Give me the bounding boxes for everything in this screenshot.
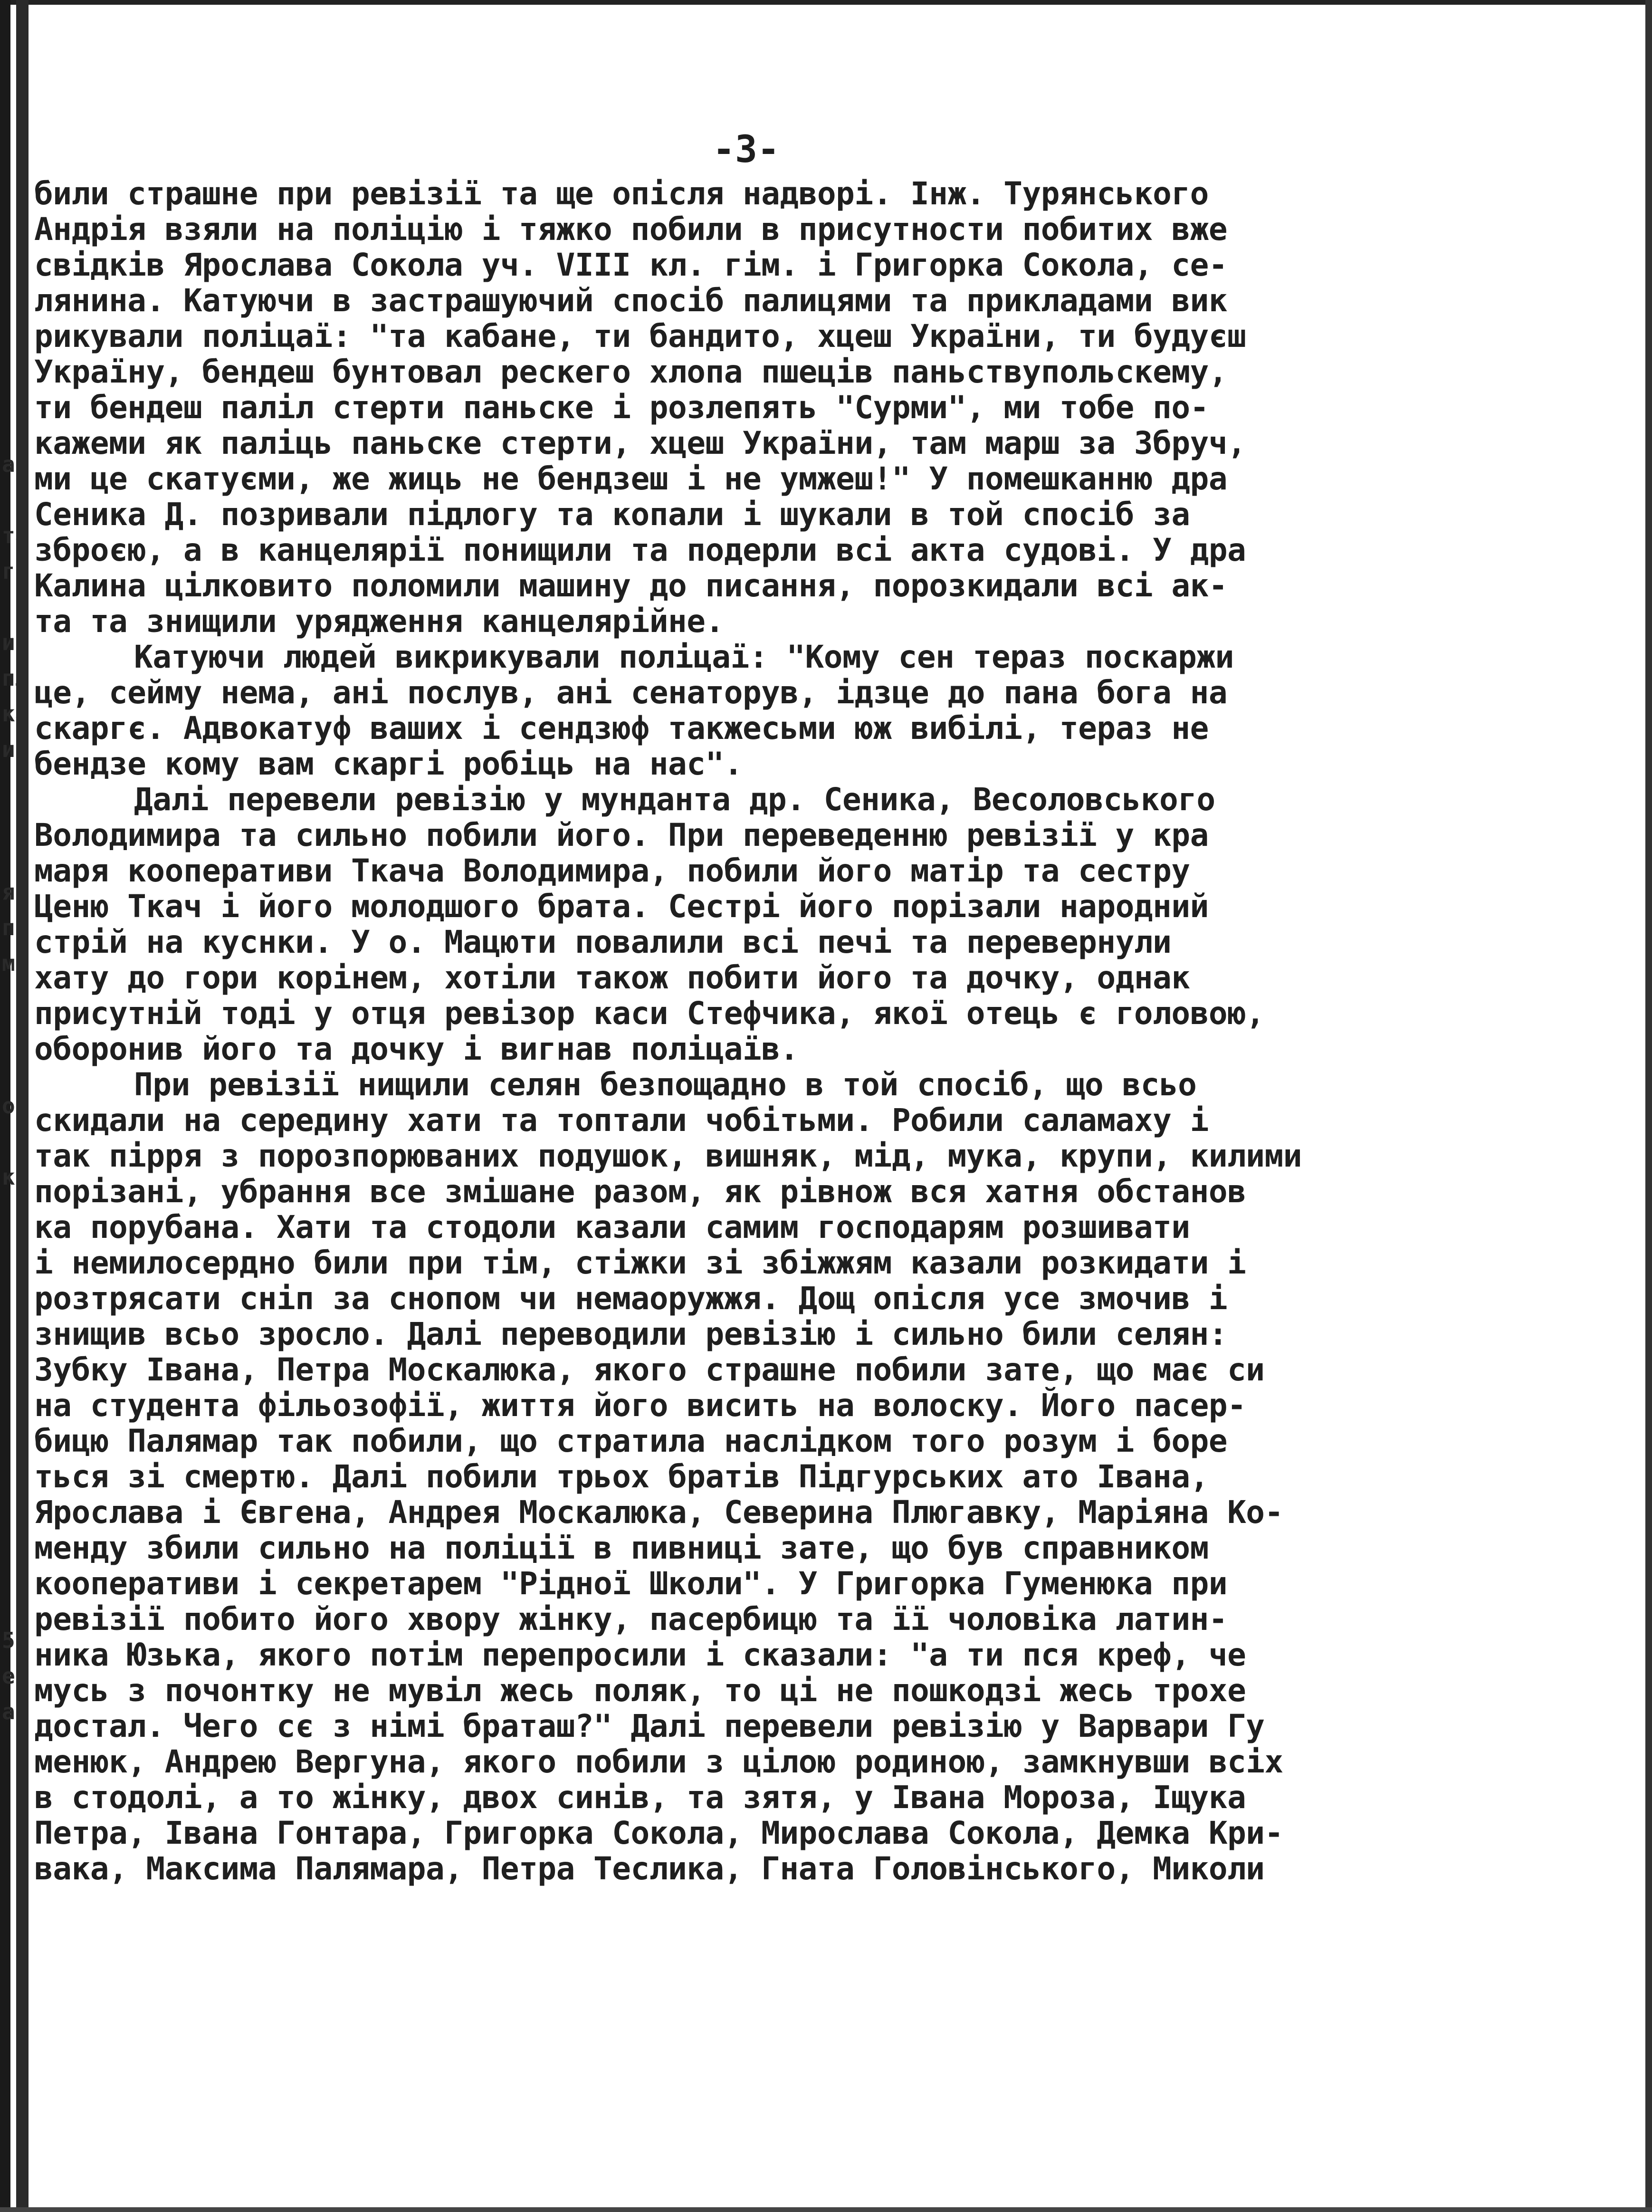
adjacent-page-fragments (2, 447, 29, 1944)
text-line: скидали на середину хати та топтали чобітьми. Робили саламаху і (34, 1102, 1209, 1139)
text-line: Володимира та сильно побили його. При переведенню ревізії у кра (34, 817, 1209, 853)
text-line: ти бендеш паліл стерти паньске і розлепять "Сурми", ми тобе по- (34, 389, 1209, 426)
text-line: ться зі смертю. Далі побили трьох братів Підгурських ато Івана, (34, 1458, 1209, 1495)
side-fragment (2, 803, 23, 839)
text-line: достал. Чего сє з німі браташ?" Далі перевели ревізію у Варвари Гу (34, 1708, 1265, 1744)
side-fragment (2, 482, 23, 518)
side-fragment: иє (2, 737, 29, 762)
page-number: -3- (713, 128, 780, 171)
side-fragment (2, 1017, 23, 1053)
text-line: Катуючи людей викрикували поліцаї: "Кому сен тераз поскаржи (134, 639, 1234, 675)
text-line: Петра, Івана Гонтара, Григорка Сокола, Мирослава Сокола, Демка Кри- (34, 1815, 1283, 1851)
text-line: Сеника Д. позривали підлогу та копали і шукали в той спосіб за (34, 496, 1190, 533)
side-fragment (2, 589, 23, 625)
text-line: рикували поліцаї: "та кабане, ти бандито, хцеш України, ти будуєш (34, 318, 1246, 354)
text-line: ревізії побито його хвору жінку, пасербицю та її чоловіка латин- (34, 1601, 1228, 1637)
text-line: Андрія взяли на поліцію і тяжко побили в присутности побитих вже (34, 211, 1228, 248)
text-line: знищив всьо зросло. Далі переводили ревізію і сильно били селян: (34, 1316, 1228, 1352)
text-line: Україну, бендеш бунтовал рескего хлопа пшеців паньствупольскему, (34, 354, 1228, 390)
text-line: кооперативи і секретарем "Рідної Школи". У Григорка Гуменюка при (34, 1565, 1228, 1602)
text-line: скаргє. Адвокатуф ваших і сендзюф такжесьми юж вибілі, тераз не (34, 710, 1209, 747)
text-line: ми це скатуєми, же жиць не бендзеш і не умжеш!" У помешканню дра (34, 460, 1228, 497)
side-fragment (2, 1587, 23, 1623)
side-fragment (2, 1837, 23, 1872)
side-fragment (2, 1516, 23, 1551)
text-line: свідків Ярослава Сокола уч. VIII кл. гім. і Григорка Сокола, се- (34, 247, 1228, 283)
side-fragment: та (2, 523, 29, 548)
text-line: менду збили сильно на поліції в пивниці зате, що був справником (34, 1530, 1209, 1566)
side-fragment (2, 1801, 23, 1837)
side-fragment (2, 1445, 23, 1480)
scan-top-edge (0, 0, 1652, 5)
text-line: ка порубана. Хати та стодоли казали самим господарям розшивати (34, 1209, 1190, 1245)
text-line: мусь з почонтку не мувіл жесь поляк, то ці не пошкодзі жесь трохе (34, 1672, 1246, 1709)
side-fragment: пл (2, 665, 29, 691)
text-line: це, сейму нема, ані послув, ані сенаторув, ідзце до пана бога на (34, 674, 1228, 711)
text-line: стрій на куснки. У о. Мацюти повалили всі печі та перевернули (34, 924, 1172, 960)
text-line: ника Юзька, якого потім перепросили і сказали: "а ти пся креф, че (34, 1637, 1246, 1673)
side-fragment: ар (2, 451, 29, 477)
side-fragment: ко (2, 1164, 29, 1190)
side-fragment (2, 1053, 23, 1088)
text-line: і немилосердно били при тім, стіжки зі збіжжям казали розкидати і (34, 1245, 1246, 1281)
text-line: порізані, убрання все змішане разом, як рівнож вся хатня обстанов (34, 1173, 1246, 1210)
side-fragment (2, 1302, 23, 1338)
text-line: присутній тоді у отця ревізор каси Стефчика, якої отець є головою, (34, 995, 1265, 1032)
text-line: так пірря з порозпорюваних подушок, вишняк, мід, мука, крупи, килими (34, 1138, 1302, 1174)
side-fragment (2, 1124, 23, 1159)
side-fragment: ка (2, 701, 29, 727)
side-fragment (2, 1373, 23, 1409)
scan-right-edge (1645, 0, 1652, 2212)
scan-bottom-edge (0, 2207, 1652, 2212)
text-line: на студента фільозофії, життя його висить на волоску. Його пасер- (34, 1387, 1246, 1424)
text-line: бендзе кому вам скаргі робіць на нас". (34, 746, 743, 782)
side-fragment: го (2, 558, 29, 584)
side-fragment: ий (2, 630, 29, 655)
side-fragment: м (2, 950, 15, 976)
side-fragment (2, 1872, 23, 1908)
text-line: хату до гори корінем, хотіли також побити його та дочку, однак (34, 959, 1190, 996)
side-fragment (2, 1231, 23, 1266)
text-line: та та знищили урядження канцелярійне. (34, 603, 724, 640)
text-line: Ценю Ткач і його молодшого брата. Сестрі його порізали народний (34, 888, 1209, 925)
text-line: маря кооперативи Ткача Володимира, побили його матір та сестру (34, 852, 1190, 889)
text-line: Ярослава і Євгена, Андрея Москалюка, Северина Плюгавку, Маріяна Ко- (34, 1494, 1283, 1531)
side-fragment (2, 1730, 23, 1765)
text-line: били страшне при ревізії та ще опісля надворі. Інж. Турянського (34, 175, 1209, 212)
text-line: Далі перевели ревізію у мунданта др. Сеника, Весоловського (134, 781, 1215, 818)
text-line: в стодолі, а то жінку, двох синів, та зятя, у Івана Мороза, Іщука (34, 1779, 1246, 1816)
side-fragment (2, 1551, 23, 1587)
text-line: зброєю, а в канцелярії понищили та подерли всі акта судові. У дра (34, 532, 1246, 568)
text-line: менюк, Андрею Вергуна, якого побили з цілою родиною, замкнувши всіх (34, 1743, 1283, 1780)
side-fragment (2, 839, 23, 874)
side-fragment (2, 1480, 23, 1516)
side-fragment: я (2, 879, 15, 905)
side-fragment: 5 (2, 1628, 15, 1653)
side-fragment (2, 981, 23, 1017)
side-fragment (2, 1765, 23, 1801)
text-line: розтрясати сніп за снопом чи немаоружжя. Дощ опісля усе змочив і (34, 1280, 1228, 1317)
side-fragment (2, 1908, 23, 1944)
side-fragment (2, 1409, 23, 1445)
side-fragment (2, 1266, 23, 1302)
side-fragment: а (2, 1699, 15, 1724)
side-fragment: о (2, 1093, 15, 1119)
text-line: бицю Палямар так побили, що стратила наслідком того розум і боре (34, 1423, 1228, 1459)
text-line: Зубку Івана, Петра Москалюка, якого страшне побили зате, що має си (34, 1351, 1265, 1388)
side-fragment (2, 767, 23, 803)
text-line: При ревізії нищили селян безпощадно в той спосіб, що всьо (134, 1066, 1197, 1103)
side-fragment (2, 1195, 23, 1231)
text-line: лянина. Катуючи в застрашуючий спосіб палицями та прикладами вик (34, 282, 1228, 319)
text-line: вака, Максима Палямара, Петра Теслика, Гната Головінського, Миколи (34, 1850, 1265, 1887)
side-fragment: е (2, 1663, 15, 1689)
typewritten-body (34, 176, 1602, 1886)
text-line: оборонив його та дочку і вигнав поліцаїв. (34, 1031, 799, 1067)
text-line: кажеми як паліць паньске стерти, хцеш України, там марш за Збруч, (34, 425, 1246, 461)
side-fragment (2, 1338, 23, 1373)
side-fragment: по (2, 915, 29, 940)
text-line: Калина цілковито поломили машину до писання, порозкидали всі ак- (34, 567, 1228, 604)
